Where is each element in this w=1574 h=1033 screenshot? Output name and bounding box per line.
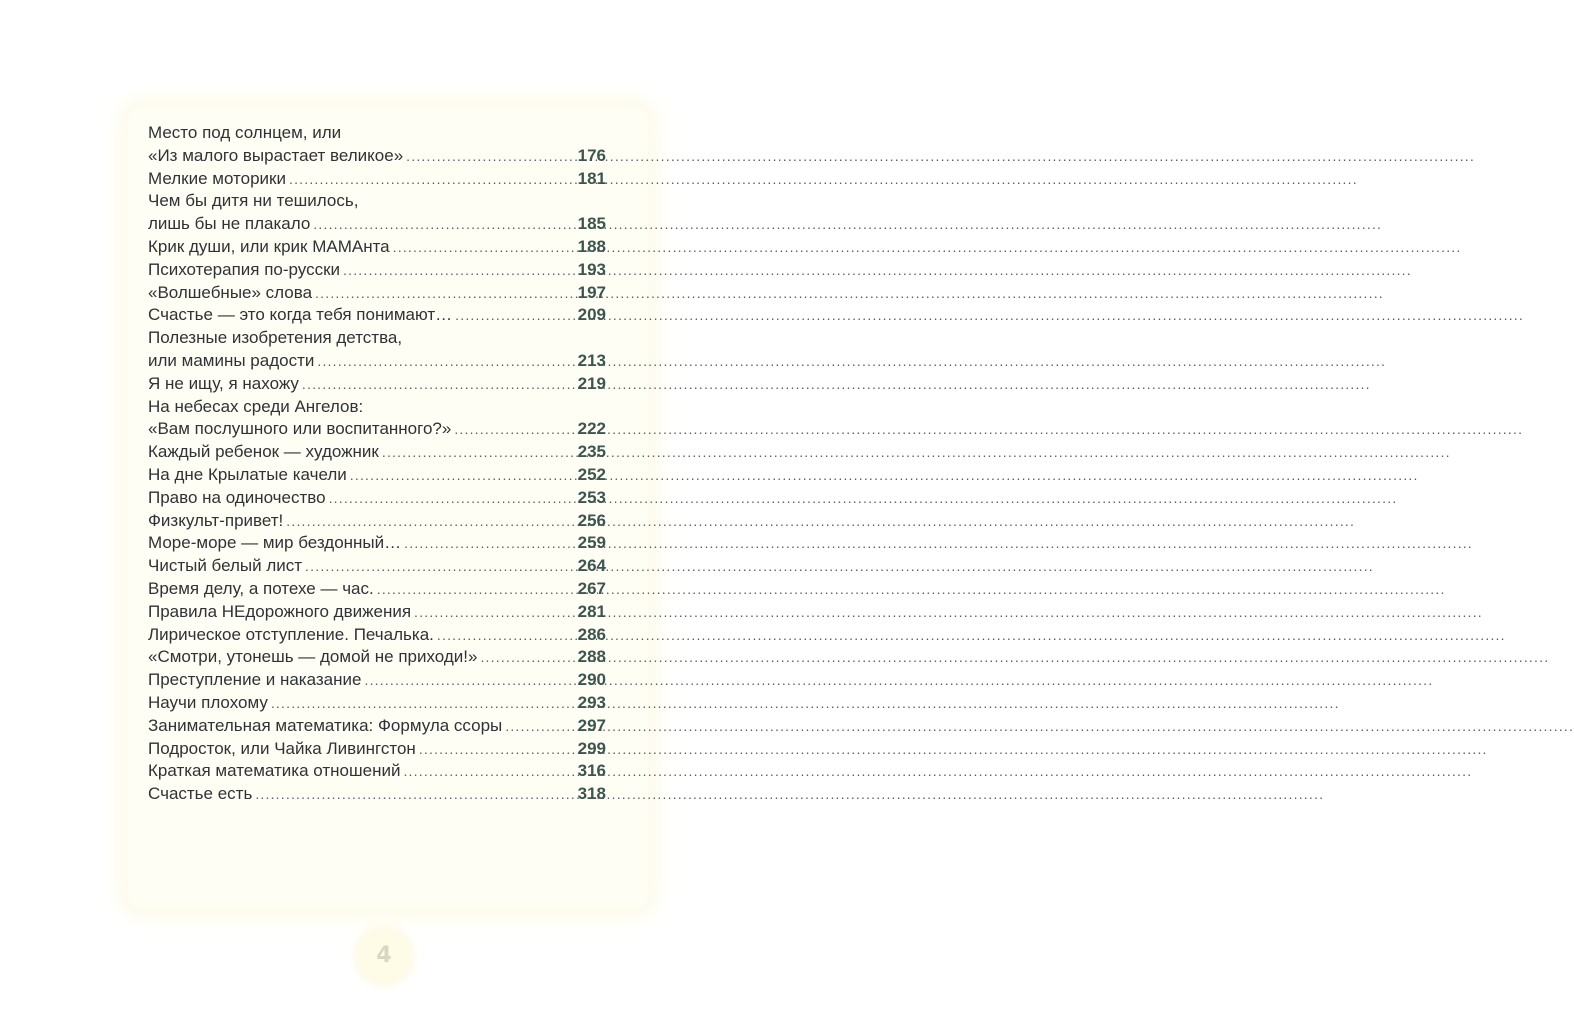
toc-entry [148, 418, 606, 441]
dot-leader [404, 532, 574, 555]
toc-entry [148, 259, 606, 282]
toc-entry [148, 145, 606, 168]
table-of-contents [148, 122, 606, 806]
toc-entry [148, 510, 606, 533]
dot-leader [505, 715, 574, 738]
toc-entry-page-number: 264 [577, 556, 606, 576]
toc-entry-page-number: 297 [577, 715, 606, 735]
toc-entry-title: Море-море — мир бездонный… [148, 533, 402, 553]
dot-leader [393, 236, 575, 259]
toc-entry-title: Счастье — это когда тебя понимают… [148, 305, 453, 325]
toc-entry [148, 236, 606, 259]
toc-entry-page-number: 181 [577, 168, 606, 188]
toc-entry-page-number: 288 [577, 647, 606, 667]
toc-entry-title: Преступление и наказание [148, 670, 362, 690]
toc-entry [148, 213, 606, 236]
toc-entry [148, 646, 606, 669]
page-number: 4 [358, 930, 410, 982]
dot-leader [317, 350, 574, 373]
dot-leader [286, 510, 574, 533]
toc-entry-page-number: 213 [577, 350, 606, 370]
dot-leader [403, 760, 574, 783]
dot-leader [364, 669, 574, 692]
toc-entry-title: Чистый белый лист [148, 556, 303, 576]
toc-entry-page-number: 188 [577, 236, 606, 256]
toc-entry [148, 738, 606, 761]
toc-entry-title: Время делу, а потехе — час. [148, 578, 374, 598]
toc-entry-page-number: 299 [577, 738, 606, 758]
dot-leader [350, 464, 575, 487]
toc-entry-page-number: 290 [577, 670, 606, 690]
toc-entry [148, 304, 606, 327]
toc-entry-title: или мамины радости [148, 350, 315, 370]
toc-entry-page-number: 219 [577, 373, 606, 393]
toc-entry-title: На небесах среди Ангелов: [148, 396, 364, 416]
toc-entry-title: Полезные изобретения детства, [148, 328, 403, 348]
dot-leader [382, 441, 575, 464]
toc-entry-title: лишь бы не плакало [148, 214, 311, 234]
toc-entry [148, 669, 606, 692]
toc-entry-page-number: 256 [577, 510, 606, 530]
dot-leader [289, 168, 575, 191]
dot-leader [414, 601, 575, 624]
toc-entry [148, 692, 606, 715]
toc-entry-title: Физкульт-привет! [148, 510, 284, 530]
dot-leader [302, 373, 575, 396]
dot-leader [313, 213, 574, 236]
toc-entry-page-number: 252 [577, 464, 606, 484]
toc-entry-title: На дне Крылатые качели [148, 464, 347, 484]
toc-entry-title: Чем бы дитя ни тешилось, [148, 191, 359, 211]
toc-entry-title: Психотерапия по-русски [148, 259, 341, 279]
toc-entry-title: Мелкие моторики [148, 168, 286, 188]
toc-entry-title: Место под солнцем, или [148, 123, 342, 142]
toc-entry-page-number: 318 [577, 784, 606, 804]
toc-entry-line [148, 327, 606, 350]
toc-entry-title: Счастье есть [148, 784, 253, 804]
toc-entry-line [148, 396, 606, 419]
toc-entry-page-number: 259 [577, 533, 606, 553]
toc-entry-title: Подросток, или Чайка Ливингстон [148, 738, 416, 758]
toc-entry [148, 578, 606, 601]
toc-entry-page-number: 316 [577, 761, 606, 781]
dot-leader [343, 259, 575, 282]
toc-entry [148, 532, 606, 555]
toc-entry [148, 168, 606, 191]
dot-leader [406, 145, 574, 168]
toc-entry [148, 624, 606, 647]
toc-entry-page-number: 253 [577, 487, 606, 507]
toc-entry [148, 441, 606, 464]
toc-entry-title: Каждый ребенок — художник [148, 442, 379, 462]
toc-entry-page-number: 286 [577, 624, 606, 644]
toc-entry-page-number: 176 [577, 145, 606, 165]
toc-entry-title: Краткая математика отношений [148, 761, 401, 781]
toc-entry-page-number: 197 [577, 282, 606, 302]
dot-leader [437, 624, 575, 647]
toc-entry [148, 373, 606, 396]
toc-entry-page-number: 267 [577, 578, 606, 598]
toc-entry [148, 783, 606, 806]
dot-leader [480, 646, 574, 669]
dot-leader [329, 487, 575, 510]
toc-entry-page-number: 222 [577, 419, 606, 439]
toc-entry-page-number: 281 [577, 601, 606, 621]
toc-entry [148, 715, 606, 738]
toc-entry-title: Правила НЕдорожного движения [148, 601, 412, 621]
toc-entry-page-number: 235 [577, 442, 606, 462]
toc-entry-title: Лирическое отступление. Печалька. [148, 624, 434, 644]
dot-leader [454, 418, 574, 441]
dot-leader [255, 783, 574, 806]
dot-leader [419, 738, 575, 761]
toc-entry [148, 601, 606, 624]
toc-entry-page-number: 193 [577, 259, 606, 279]
toc-entry-title: Занимательная математика: Формула ссоры [148, 715, 503, 735]
dot-leader [377, 578, 575, 601]
toc-entry-line [148, 122, 606, 145]
toc-entry-line [148, 190, 606, 213]
toc-entry-title: Я не ищу, я нахожу [148, 373, 299, 393]
toc-entry [148, 555, 606, 578]
toc-entry-page-number: 185 [577, 214, 606, 234]
toc-entry-title: «Волшебные» слова [148, 282, 313, 302]
toc-entry [148, 350, 606, 373]
toc-entry-title: «Вам послушного или воспитанного?» [148, 419, 452, 439]
toc-entry-title: «Смотри, утонешь — домой не приходи!» [148, 647, 478, 667]
dot-leader [315, 282, 575, 305]
toc-entry [148, 282, 606, 305]
toc-entry [148, 760, 606, 783]
toc-entry [148, 464, 606, 487]
toc-entry [148, 487, 606, 510]
toc-entry-page-number: 209 [577, 305, 606, 325]
dot-leader [271, 692, 575, 715]
toc-entry-title: Право на одиночество [148, 487, 326, 507]
dot-leader [305, 555, 575, 578]
toc-entry-title: Крик души, или крик МАМАнта [148, 236, 390, 256]
toc-entry-title: «Из малого вырастает великое» [148, 145, 404, 165]
toc-entry-title: Научи плохому [148, 692, 268, 712]
toc-entry-page-number: 293 [577, 692, 606, 712]
dot-leader [455, 304, 574, 327]
